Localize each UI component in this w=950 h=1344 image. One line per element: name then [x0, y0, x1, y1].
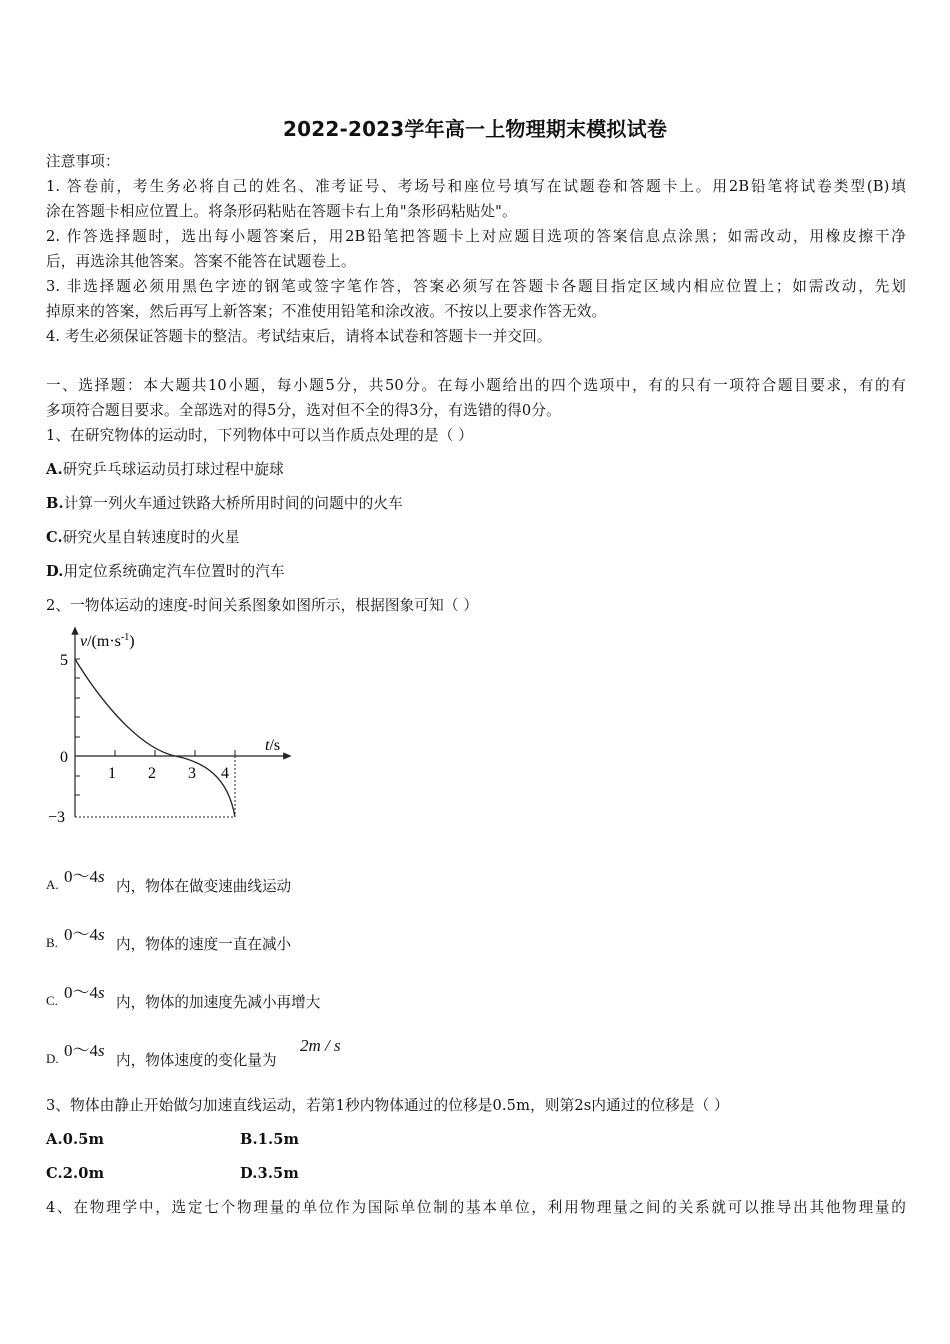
x-tick-4: 4 [221, 765, 229, 782]
notice-line-4: 后，再选涂其他答案。答案不能答在试题卷上。 [46, 253, 356, 270]
question-3-option-d: D.3.5m [240, 1165, 299, 1182]
exam-page: 2022-2023学年高一上物理期末模拟试卷 注意事项： 1. 答卷前，考生务必将自己的姓名、准考证号、考场号和座位号填写在试题卷和答题卡上。用2B铅笔将试卷类型(B)填 涂在答题卡相应位置上。将条形码粘贴在答题卡右上角"条形码粘贴处"。 2. 作答选择题时，选出每小题答案后，用2B铅笔把答题卡上对应题目选项的答案信息点涂黑；如需改动，用橡皮擦干净 后，再选涂其他答案。答案不能答在试题卷上。 3. 非选择题必须用黑色字迹的钢笔或签字笔作答，答案必须写在答题卡各题目指定区域内相应位置上；如需改动，先划 掉原来的答案，然后再写上新答案；不准使用铅笔和涂改液。不按以上要求作答无效。 4. 考生必须保证答题卡的整洁。考试结束后，请将本试卷和答题卡一并交回。 一、选择题：本大题共10小题，每小题5分，共50分。在每小题给出的四个选项中，有的只有一项符合题目要求，有的有 多项符合题目要求。全部选对的得5分，选对但不全的得3分，有选错的得0分。 1、在研究物体的运动时，下列物体中可以当作质点处理的是（ ） A.研究乒乓球运动员打球过程中旋球 B.计算一列火车通过铁路大桥所用时间的问题中的火车 C.研究火星自转速度时的火星 D.用定位系统确定汽车位置时的汽车 2、一物体运动的速度-时间关系图象如图所示，根据图象可知（ ） $v/(m\cdot s^{-1})$ t/s 5 0 −3 1 2 3 4 A. 0～4s 内，物体在做变速曲线运动 B. 0～4s 内，物体的速度一直在减小 C. 0～4s 内，物体的加速度先减小再增大 D. 0～4s 内，物体速度的变化量为 2m / s 3、物体由静止开始做匀加速直线运动，若第1秒内物体通过的位移是0.5m，则第2s内通过的位移是（ ） A.0.5m B.1.5m C.2.0m D.3.5m 4、在物理学中，选定七个物理量的单位作为国际单位制的基本单位，利用物理量之间的关系就可以推导出其他物理量的 [0, 0, 950, 1344]
x-tick-3: 3 [188, 765, 196, 782]
velocity-curve [75, 659, 235, 817]
question-3-option-c: C.2.0m [46, 1165, 105, 1182]
math-range: 0～4s [64, 983, 105, 1002]
notice-heading: 注意事项： [46, 153, 120, 170]
question-3-stem: 3、物体由静止开始做匀加速直线运动，若第1秒内物体通过的位移是0.5m，则第2s内通过的位移是（ ） [46, 1097, 729, 1114]
question-1-option-c: C.研究火星自转速度时的火星 [46, 529, 240, 546]
math-range: 0～4s [64, 867, 105, 886]
notice-line-1: 1. 答卷前，考生务必将自己的姓名、准考证号、考场号和座位号填写在试题卷和答题卡上。用2B铅笔将试卷类型(B)填 [46, 178, 906, 195]
notice-line-5: 3. 非选择题必须用黑色字迹的钢笔或签字笔作答，答案必须写在答题卡各题目指定区域内相应位置上；如需改动，先划 [46, 278, 906, 295]
question-1-option-b: B.计算一列火车通过铁路大桥所用时间的问题中的火车 [46, 495, 403, 512]
x-tick-1: 1 [108, 765, 116, 782]
notice-line-3: 2. 作答选择题时，选出每小题答案后，用2B铅笔把答题卡上对应题目选项的答案信息点涂黑；如需改动，用橡皮擦干净 [46, 228, 906, 245]
notice-line-6: 掉原来的答案，然后再写上新答案；不准使用铅笔和涂改液。不按以上要求作答无效。 [46, 303, 607, 320]
question-1-option-d: D.用定位系统确定汽车位置时的汽车 [46, 563, 285, 580]
notice-line-2: 涂在答题卡相应位置上。将条形码粘贴在答题卡右上角"条形码粘贴处"。 [46, 203, 517, 220]
math-range: 0～4s [64, 925, 105, 944]
math-velocity-change: 2m / s [300, 1036, 341, 1055]
y-tick-5: 5 [60, 652, 68, 669]
question-1-stem: 1、在研究物体的运动时，下列物体中可以当作质点处理的是（ ） [46, 427, 474, 444]
section-intro-line-2: 多项符合题目要求。全部选对的得5分，选对但不全的得3分，有选错的得0分。 [46, 402, 561, 419]
question-4-stem: 4、在物理学中，选定七个物理量的单位作为国际单位制的基本单位，利用物理量之间的关系就可以推导出其他物理量的 [46, 1199, 906, 1216]
y-axis-label: $v/(m\cdot s^{-1})$ [80, 632, 135, 650]
x-tick-2: 2 [148, 765, 156, 782]
question-3-option-a: A.0.5m [46, 1131, 105, 1148]
velocity-time-graph [40, 622, 300, 832]
y-tick-0: 0 [60, 749, 68, 766]
section-intro-line-1: 一、选择题：本大题共10小题，每小题5分，共50分。在每小题给出的四个选项中，有的只有一项符合题目要求，有的有 [46, 377, 906, 394]
page-title: 2022-2023学年高一上物理期末模拟试卷 [282, 117, 668, 141]
math-range: 0～4s [64, 1041, 105, 1060]
question-1-option-a: A.研究乒乓球运动员打球过程中旋球 [46, 461, 284, 478]
question-3-option-b: B.1.5m [240, 1131, 300, 1148]
x-axis-label: t/s [265, 737, 281, 754]
question-2-stem: 2、一物体运动的速度-时间关系图象如图所示，根据图象可知（ ） [46, 597, 479, 614]
y-tick-minus3: −3 [48, 809, 66, 826]
notice-line-7: 4. 考生必须保证答题卡的整洁。考试结束后，请将本试卷和答题卡一并交回。 [46, 328, 552, 345]
